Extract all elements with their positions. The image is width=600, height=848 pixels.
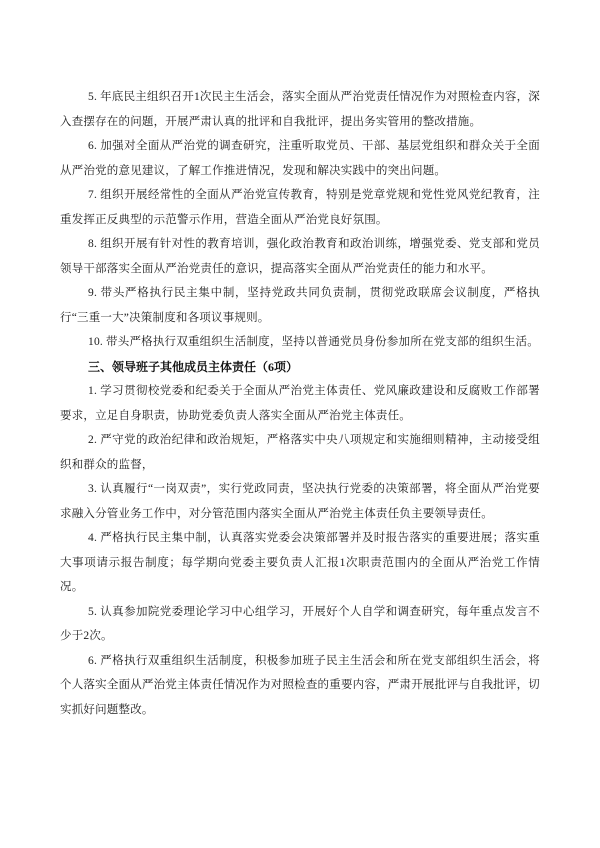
section-heading: 三、领导班子其他成员主体责任（6项） <box>88 359 299 374</box>
paragraph: 7. 组织开展经常性的全面从严治党宣传教育，特别是党章党规和党性党风党纪教育，注重发挥正反典型的示范警示作用，营造全面从严治党良好氛围。 <box>60 189 540 226</box>
paragraph: 5. 认真参加院党委理论学习中心组学习，开展好个人自学和调查研究，每年重点发言不少于2次。 <box>60 605 540 642</box>
paragraph: 4. 严格执行民主集中制，认真落实党委会决策部署并及时报告落实的重要进展；落实重大事项请示报告制度；每学期向党委主要负责人汇报1次职责范围内的全面从严治党工作情况。 <box>60 532 540 593</box>
paragraph: 8. 组织开展有针对性的教育培训，强化政治教育和政治训练，增强党委、党支部和党员领导干部落实全面从严治党责任的意识，提高落实全面从严治党责任的能力和水平。 <box>60 238 540 275</box>
paragraph: 5. 年底民主组织召开1次民主生活会，落实全面从严治党责任情况作为对照检查内容，深入查摆存在的问题，开展严肃认真的批评和自我批评，提出务实管用的整改措施。 <box>60 91 540 128</box>
paragraph: 9. 带头严格执行民主集中制，坚持党政共同负责制，贯彻党政联席会议制度，严格执行“三重一大”决策制度和各项议事规则。 <box>60 287 540 324</box>
paragraph: 2. 严守党的政治纪律和政治规矩，严格落实中央八项规定和实施细则精神，主动接受组织和群众的监督， <box>60 434 540 471</box>
paragraph: 6. 加强对全面从严治党的调查研究，注重听取党员、干部、基层党组织和群众关于全面从严治党的意见建议，了解工作推进情况，发现和解决实践中的突出问题。 <box>60 140 540 177</box>
paragraph: 6. 严格执行双重组织生活制度，积极参加班子民主生活会和所在党支部组织生活会，将个人落实全面从严治党主体责任情况作为对照检查的重要内容，严肃开展批评与自我批评，切实抓好问题整改。 <box>60 654 540 716</box>
paragraph: 3. 认真履行“一岗双责”，实行党政同责，坚决执行党委的决策部署，将全面从严治党要求融入分管业务工作中，对分管范围内落实全面从严治党主体责任负主要领导责任。 <box>60 483 540 520</box>
document-body <box>60 85 540 722</box>
paragraph: 1. 学习贯彻校党委和纪委关于全面从严治党主体责任、党风廉政建设和反腐败工作部署要求，立足自身职责，协助党委负责人落实全面从严治党主体责任。 <box>60 385 540 422</box>
paragraph: 10. 带头严格执行双重组织生活制度，坚持以普通党员身份参加所在党支部的组织生活。 <box>88 336 539 348</box>
